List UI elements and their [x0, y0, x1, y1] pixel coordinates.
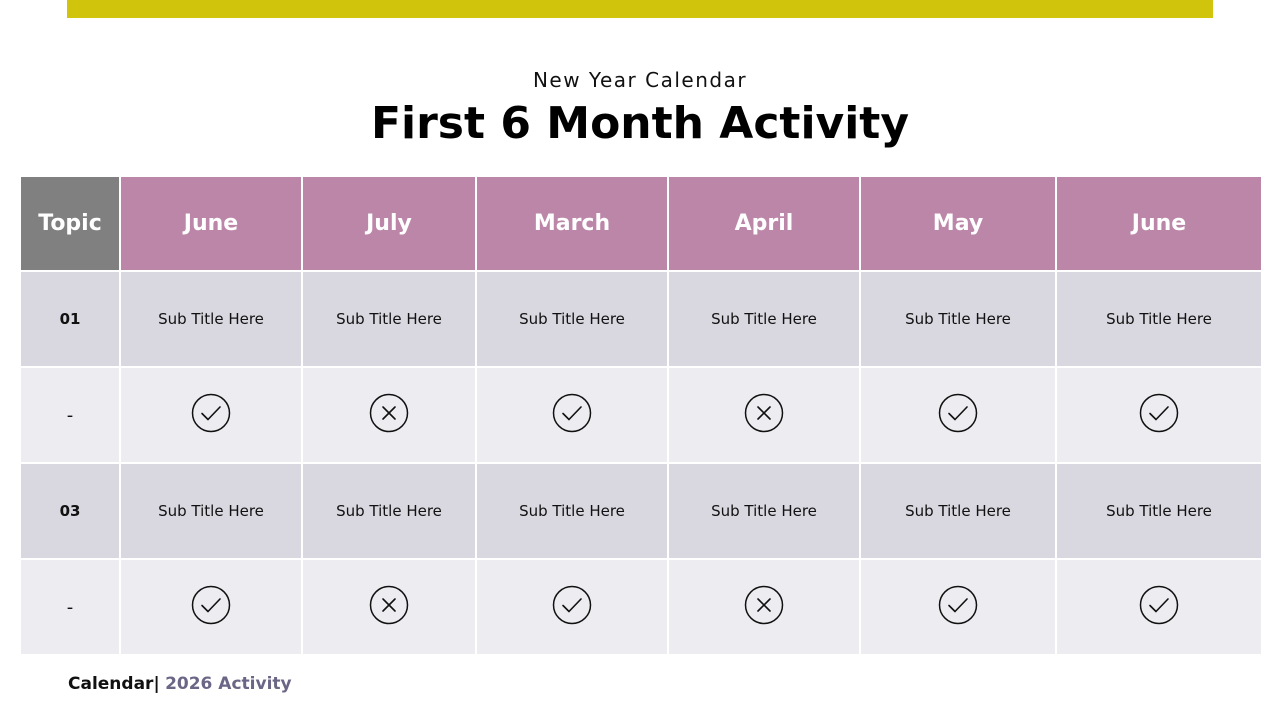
month-header: July: [302, 176, 476, 271]
row-label: 03: [20, 463, 120, 559]
page-subtitle: New Year Calendar: [532, 68, 748, 92]
subtitle-cell: Sub Title Here: [302, 463, 476, 559]
status-cell: [302, 559, 476, 655]
footer-separator: |: [153, 674, 160, 694]
subtitle-cell: Sub Title Here: [302, 271, 476, 367]
status-cell: [860, 559, 1056, 655]
check-icon: [1139, 585, 1179, 625]
subtitle-cell: Sub Title Here: [860, 271, 1056, 367]
check-icon: [552, 585, 592, 625]
subtitle-cell: Sub Title Here: [476, 463, 668, 559]
status-cell: [120, 367, 302, 463]
month-header: June: [120, 176, 302, 271]
row-label: -: [20, 367, 120, 463]
top-accent-bar: [67, 0, 1213, 18]
subtitle-cell: Sub Title Here: [120, 463, 302, 559]
subtitle-cell: Sub Title Here: [476, 271, 668, 367]
table-header-row: [20, 176, 1262, 271]
activity-calendar-table: [19, 175, 1263, 656]
subtitle-cell: Sub Title Here: [120, 271, 302, 367]
status-cell: [1056, 367, 1262, 463]
footer-brand: Calendar: [68, 674, 154, 694]
subtitle-cell: Sub Title Here: [1056, 463, 1262, 559]
check-icon: [191, 393, 231, 433]
status-cell: [120, 559, 302, 655]
table-row: [20, 271, 1262, 367]
status-cell: [476, 559, 668, 655]
status-cell: [860, 367, 1056, 463]
subtitle-cell: Sub Title Here: [860, 463, 1056, 559]
check-icon: [938, 585, 978, 625]
check-icon: [552, 393, 592, 433]
subtitle-cell: Sub Title Here: [668, 463, 860, 559]
cross-icon: [369, 585, 409, 625]
page-title: First 6 Month Activity: [370, 98, 910, 149]
status-cell: [668, 367, 860, 463]
table-row: [20, 463, 1262, 559]
cross-icon: [744, 585, 784, 625]
month-header: May: [860, 176, 1056, 271]
status-cell: [476, 367, 668, 463]
month-header: April: [668, 176, 860, 271]
row-label: 01: [20, 271, 120, 367]
topic-header: Topic: [20, 176, 120, 271]
row-label: -: [20, 559, 120, 655]
footer-tag: 2026 Activity: [165, 674, 292, 694]
table-row: [20, 559, 1262, 655]
cross-icon: [744, 393, 784, 433]
subtitle-cell: Sub Title Here: [1056, 271, 1262, 367]
status-cell: [1056, 559, 1262, 655]
check-icon: [191, 585, 231, 625]
month-header: June: [1056, 176, 1262, 271]
cross-icon: [369, 393, 409, 433]
table-row: [20, 367, 1262, 463]
check-icon: [938, 393, 978, 433]
month-header: March: [476, 176, 668, 271]
status-cell: [302, 367, 476, 463]
subtitle-cell: Sub Title Here: [668, 271, 860, 367]
status-cell: [668, 559, 860, 655]
check-icon: [1139, 393, 1179, 433]
footer: [68, 674, 292, 694]
